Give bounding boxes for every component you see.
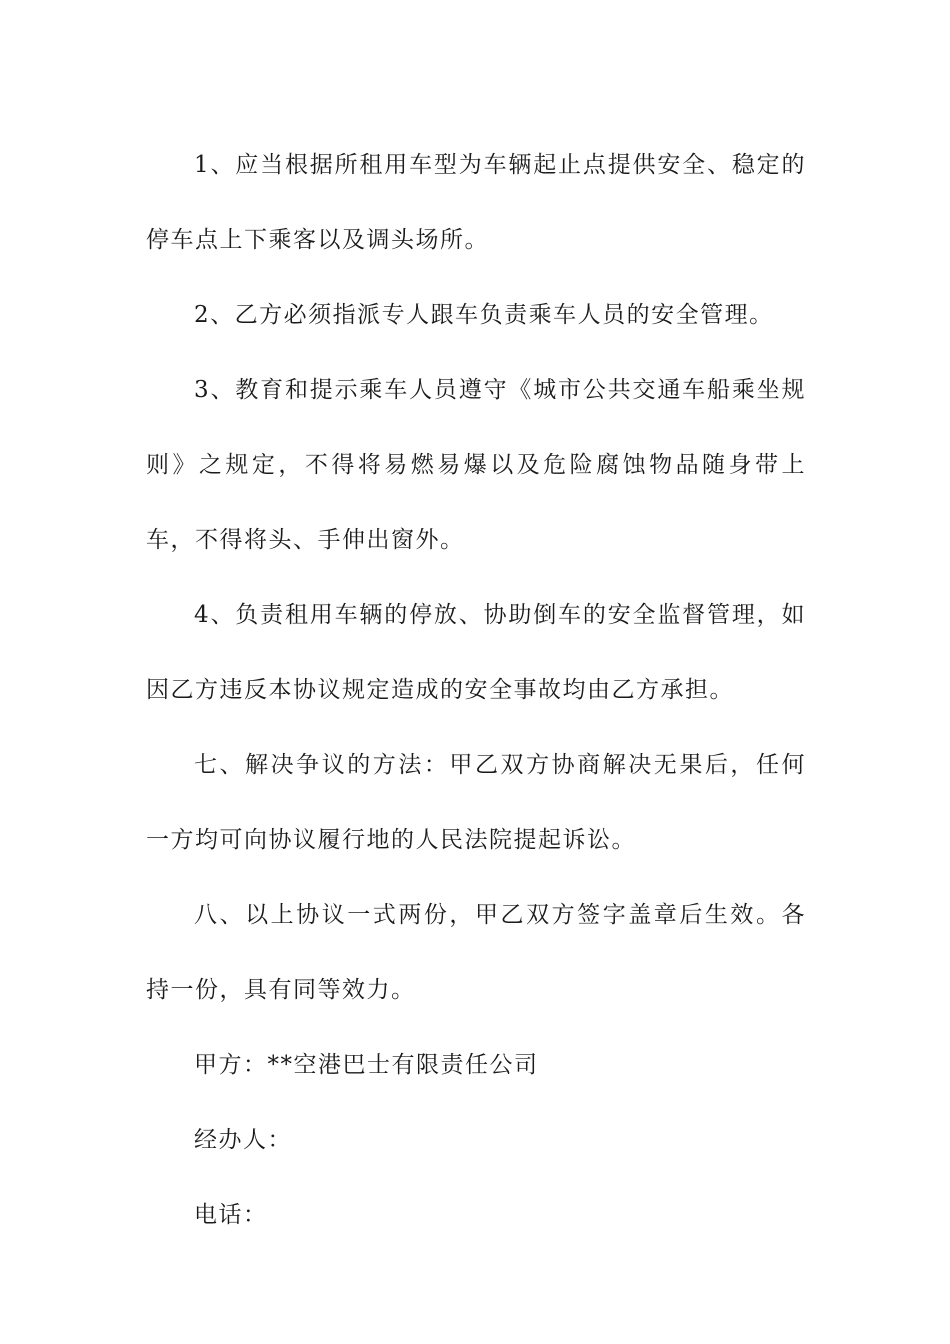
- clause-paragraph-3: 3、教育和提示乘车人员遵守《城市公共交通车船乘坐规则》之规定，不得将易燃易爆以及危险腐蚀物品随身带上车，不得将头、手伸出窗外。: [146, 377, 806, 553]
- party-a-line: 甲方：**空港巴士有限责任公司: [194, 1052, 539, 1078]
- clause-paragraph-4: 4、负责租用车辆的停放、协助倒车的安全监督管理，如因乙方违反本协议规定造成的安全事故均由乙方承担。: [146, 602, 806, 703]
- document-body: [146, 128, 806, 1253]
- phone-line: 电话：: [194, 1202, 268, 1228]
- clause-paragraph-1: 1、应当根据所租用车型为车辆起止点提供安全、稳定的停车点上下乘客以及调头场所。: [146, 152, 806, 253]
- validity-paragraph: 八、以上协议一式两份，甲乙双方签字盖章后生效。各持一份，具有同等效力。: [146, 902, 806, 1003]
- dispute-resolution-paragraph: 七、解决争议的方法：甲乙双方协商解决无果后，任何一方均可向协议履行地的人民法院提起诉讼。: [146, 752, 806, 853]
- clause-paragraph-2: 2、乙方必须指派专人跟车负责乘车人员的安全管理。: [194, 302, 774, 328]
- agent-line: 经办人：: [194, 1127, 292, 1153]
